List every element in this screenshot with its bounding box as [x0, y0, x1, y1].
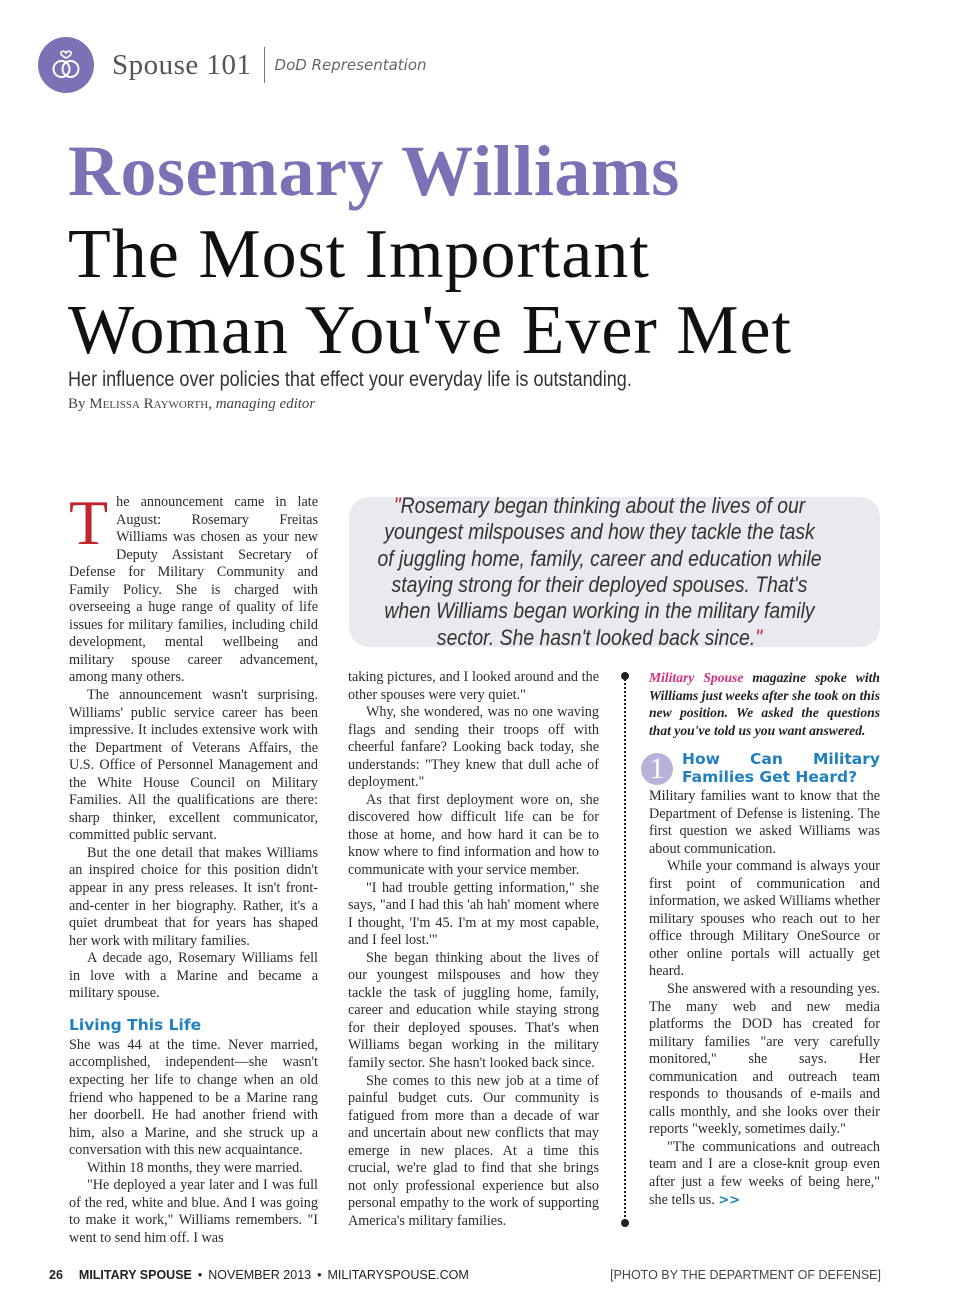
article-column-1	[69, 487, 318, 1247]
paragraph-text: he announcement came in late August: Rosemary Freitas Williams was chosen as your new Deputy Assistant Secretary of Defense for Military Community and Family Policy. She is charged with overseeing a huge range of quality of life issues for military families, including child development, mental wellbeing and military spouse career advancement, among many others.	[69, 494, 318, 686]
photo-credit: [PHOTO BY THE DEPARTMENT OF DEFENSE]	[610, 1268, 881, 1282]
footer-issue: NOVEMBER 2013	[208, 1268, 312, 1282]
paragraph-text: "The communications and outreach team and I are a close-knit group even after just a few weeks of being here," she tells us.	[649, 1138, 880, 1208]
section-name: Spouse 101	[112, 48, 252, 81]
byline: By Melissa Rayworth, managing editor	[68, 396, 316, 412]
paragraph: As that first deployment wore on, she discovered how difficult life can be for those at home, and how hard it can be to know where to find information and how to communicate with your service member.	[348, 791, 599, 879]
pull-quote-body: Rosemary began thinking about the lives of our youngest milspouses and how they tackle the task of juggling home, family, career and education while staying strong for their deployed spouses. That's when Williams began working in the military family sector. She hasn't looked back since.	[377, 492, 822, 650]
question-number-badge: 1	[641, 753, 673, 785]
paragraph: "He deployed a year later and I was full of the red, white and blue. And I was going to make it work," Williams remembers. "I went to send him off. I was	[69, 1177, 318, 1246]
footer-separator: •	[317, 1268, 322, 1282]
paragraph: Within 18 months, they were married.	[87, 1159, 303, 1176]
pull-quote-text	[376, 493, 824, 651]
pull-quote	[349, 492, 880, 650]
column-divider	[624, 676, 626, 1224]
paragraph: But the one detail that makes Williams an inspired choice for this position didn't appear in any press releases. It isn't front-and-center in her biography. Rather, it's a quiet drumbeat that for years has shaped her work with military families.	[69, 844, 318, 949]
question-title: How Can Military Families Get Heard?	[682, 750, 880, 786]
article-deck: Her influence over policies that effect your everyday life is outstanding.	[68, 368, 632, 391]
paragraph	[69, 487, 318, 687]
paragraph: While your command is always your first point of communication and information, we asked Williams whether military spouses who reach out to her office through Military OneSource or other online portals will actually get heard.	[649, 858, 880, 980]
paragraph: The announcement wasn't surprising. Williams' public service career has been impressive. It includes extensive work with the Department of Veterans Affairs, the U.S. Office of Personnel Management and the White House Council on Military Families. All the qualifications are there: sharp thinker, excellent communicator, committed public servant.	[69, 687, 318, 844]
header-divider	[264, 47, 265, 83]
paragraph: A decade ago, Rosemary Williams fell in love with a Marine and became a military spouse.	[69, 950, 318, 1002]
page-number: 26	[49, 1268, 63, 1282]
paragraph: She began thinking about the lives of our youngest milspouses and how they tackle the task of juggling home, family, career and education while staying strong for their deployed spouses. That's when Williams began working in the military family sector. She hasn't looked back since.	[348, 949, 599, 1072]
byline-role: managing editor	[215, 396, 316, 412]
continue-arrow-icon[interactable]: >>	[718, 1192, 741, 1208]
drop-cap: T	[69, 487, 109, 558]
article-column-3	[649, 669, 880, 1209]
paragraph: She answered with a resounding yes. The many web and new media platforms the DOD has created for military families "are very carefully monitored," she says. Her communication and outreach team responds to thousands of e-mails and calls monthly, and she looks over their reports "weekly, sometimes daily."	[649, 981, 880, 1138]
page-footer	[49, 1268, 469, 1282]
paragraph	[649, 1139, 880, 1209]
double-ring-heart-icon	[38, 37, 94, 93]
qa-intro-text: magazine spoke with Williams just weeks after she took on this new position. We asked the questions that you've told us you want answered.	[649, 670, 881, 738]
byline-prefix: By	[68, 396, 90, 412]
subhead-living-this-life: Living This Life	[69, 1015, 202, 1034]
paragraph: Why, she wondered, was no one waving flags and sending their troops off with cheerful fanfare? Looking back today, she understands: "They knew that dull ache of deployment."	[348, 704, 599, 791]
article-title-line-1: The Most Important	[68, 216, 650, 293]
paragraph: Military families want to know that the Department of Defense is listening. The first question we asked Williams was about communication.	[649, 788, 880, 857]
article-title-line-2: Woman You've Ever Met	[68, 292, 793, 369]
magazine-name: Military Spouse	[649, 670, 744, 685]
article-title-name: Rosemary Williams	[68, 131, 680, 211]
open-quote-mark: "	[393, 492, 401, 518]
footer-website[interactable]: MILITARYSPOUSE.COM	[327, 1268, 469, 1282]
close-quote-mark: "	[755, 624, 763, 650]
paragraph: She was 44 at the time. Never married, accomplished, independent—she wasn't expecting her life to change when an old friend who happened to be a Marine rang her doorbell. He had another friend with him, also a Marine, and she struck up a conversation with this new acquaintance.	[69, 1036, 318, 1159]
subsection-name: DoD Representation	[274, 56, 427, 74]
paragraph: She comes to this new job at a time of painful budget cuts. Our community is fatigued from more than a decade of war and uncertain about new conflicts that may emerge in new places. At a time this crucial, we're glad to find that she brings not only professional experience but also personal empathy to the work of supporting America's military families.	[348, 1072, 599, 1229]
paragraph: "I had trouble getting information," she says, "and I had this 'ah hah' moment where I thought, 'I'm 45. I'm at my most capable, and I feel lost.'"	[348, 879, 599, 949]
question-heading	[641, 751, 880, 786]
section-header	[38, 37, 427, 93]
article-column-2	[348, 669, 599, 1231]
byline-author: Melissa Rayworth	[89, 396, 209, 412]
qa-intro	[649, 669, 880, 739]
footer-separator: •	[197, 1268, 203, 1282]
divider-dot-bottom	[621, 1219, 629, 1227]
footer-magazine: MILITARY SPOUSE	[78, 1268, 192, 1282]
paragraph: taking pictures, and I looked around and the other spouses were very quiet."	[348, 669, 599, 703]
